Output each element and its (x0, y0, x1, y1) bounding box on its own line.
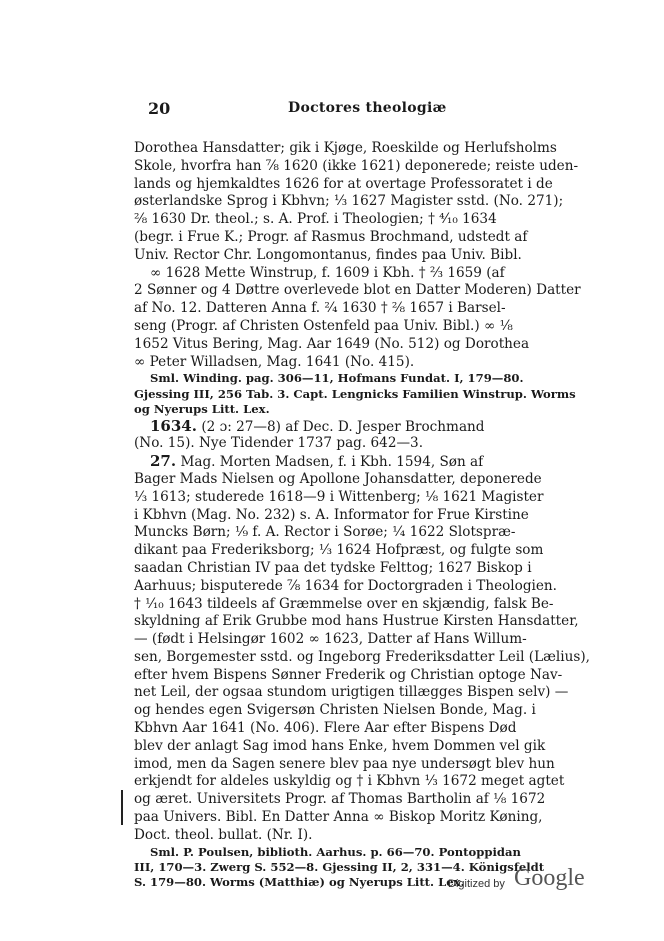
text-line: Muncks Børn; ¹⁄₉ f. A. Rector i Sorøe; ¹⁄₄ 1622 Slotspræ- (134, 524, 516, 541)
text-line: Dorothea Hansdatter; gik i Kjøge, Roeskilde og Herlufsholms (134, 140, 557, 156)
text-line: Skole, hvorfra han ⅞ 1620 (ikke 1621) deponerede; reiste uden- (134, 157, 579, 174)
page-number: 20 (148, 99, 171, 118)
page-header (148, 99, 548, 121)
margin-mark (121, 790, 123, 825)
reference-line: Gjessing III, 256 Tab. 3. Capt. Lengnicks Familien Winstrup. Worms (134, 386, 576, 401)
text-line: ∞ Peter Willadsen, Mag. 1641 (No. 415). (134, 353, 415, 370)
year-entry-heading: 1634. (150, 416, 197, 435)
digitized-watermark (448, 865, 598, 895)
reference-line: Sml. Winding. pag. 306—11, Hofmans Fundat. I, 179—80. (150, 371, 524, 386)
text-line: erkjendt for aldeles uskyldig og † i Kbhvn ⅓ 1672 meget agtet (134, 773, 565, 790)
text-line: i Kbhvn (Mag. No. 232) s. A. Informator for Frue Kirstine (134, 506, 529, 523)
text-line: (No. 15). Nye Tidender 1737 pag. 642—3. (134, 435, 424, 452)
text-line: ∞ 1628 Mette Winstrup, f. 1609 i Kbh. † ⅔ 1659 (af (150, 264, 505, 281)
text-line: Bager Mads Nielsen og Apollone Johansdatter, deponerede (134, 470, 542, 487)
text-line: efter hvem Bispens Sønner Frederik og Christian optoge Nav- (134, 666, 563, 683)
text-line: saadan Christian IV paa det tydske Felttog; 1627 Biskop i (134, 559, 532, 576)
text-line: af No. 12. Datteren Anna f. ²⁄₄ 1630 † ²⁄₈ 1657 i Barsel- (134, 300, 506, 317)
text-line: dikant paa Frederiksborg; ¹⁄₃ 1624 Hofpræst, og fulgte som (134, 542, 544, 559)
text-line: Aarhuus; bisputerede ⅞ 1634 for Doctorgraden i Theologien. (134, 577, 557, 594)
text-line: og hendes egen Svigersøn Christen Nielsen Bonde, Mag. i (134, 702, 536, 719)
text-line: (begr. i Frue K.; Progr. af Rasmus Brochmand, udstedt af (134, 228, 528, 245)
text-line: imod, men da Sagen senere blev paa nye undersøgt blev hun (134, 755, 555, 772)
text-line: skyldning af Erik Grubbe mod hans Hustrue Kirsten Hansdatter, (134, 613, 579, 630)
text-line: ²⁄₈ 1630 Dr. theol.; s. A. Prof. i Theologien; † ⁴⁄₁₀ 1634 (134, 211, 497, 228)
text-line: net Leil, der ogsaa stundom urigtigen tillægges Bispen selv) — (134, 684, 569, 701)
text-line (134, 453, 542, 471)
text-line: Univ. Rector Chr. Longomontanus, findes paa Univ. Bibl. (134, 246, 522, 263)
text-line: ¹⁄₃ 1613; studerede 1618—9 i Wittenberg; ¹⁄₈ 1621 Magister (134, 488, 544, 505)
reference-line: S. 179—80. Worms (Matthiæ) og Nyerups Litt. Lex. (134, 875, 465, 890)
entry-number: 27. (150, 452, 177, 471)
entry-text: Mag. Morten Madsen, f. i Kbh. 1594, Søn af (180, 454, 484, 471)
text-line: seng (Progr. af Christen Ostenfeld paa Univ. Bibl.) ∞ ¹⁄₈ (134, 317, 513, 334)
reference-line: Sml. P. Poulsen, biblioth. Aarhus. p. 66—70. Pontoppidan (150, 844, 521, 859)
running-head: Doctores theologiæ (288, 100, 447, 116)
reference-line: III, 170—3. Zwerg S. 552—8. Gjessing II, 2, 331—4. Königsfeldt (134, 860, 545, 875)
text-line: 1652 Vitus Bering, Mag. Aar 1649 (No. 512) og Dorothea (134, 335, 530, 352)
text-line (134, 418, 542, 436)
text-line: og æret. Universitets Progr. af Thomas Bartholin af ¹⁄₈ 1672 (134, 791, 546, 808)
text-line: østerlandske Sprog i Kbhvn; ⅓ 1627 Magister sstd. (No. 271); (134, 193, 564, 210)
text-line: blev der anlagt Sag imod hans Enke, hvem Dommen vel gik (134, 737, 546, 754)
text-line: lands og hjemkaldtes 1626 for at overtage Professoratet i de (134, 175, 553, 192)
text-line: — (født i Helsingør 1602 ∞ 1623, Datter af Hans Willum- (134, 631, 527, 648)
watermark-prefix: Digitized by (448, 878, 505, 890)
reference-line: og Nyerups Litt. Lex. (134, 402, 270, 417)
text-line: Kbhvn Aar 1641 (No. 406). Flere Aar efter Bispens Død (134, 720, 517, 737)
text-line: paa Univers. Bibl. En Datter Anna ∞ Biskop Moritz Køning, (134, 809, 543, 826)
entry-text: (2 ɔ: 27—8) af Dec. D. Jesper Brochmand (201, 418, 485, 435)
text-line: Doct. theol. bullat. (Nr. I). (134, 826, 313, 843)
google-logo: Google (514, 865, 585, 891)
text-line: sen, Borgemester sstd. og Ingeborg Frederiksdatter Leil (Lælius), (134, 648, 590, 665)
text-line: 2 Sønner og 4 Døttre overlevede blot en Datter Moderen) Datter (134, 282, 581, 299)
text-line: † ¹⁄₁₀ 1643 tildeels af Græmmelse over en skjændig, falsk Be- (134, 595, 554, 612)
